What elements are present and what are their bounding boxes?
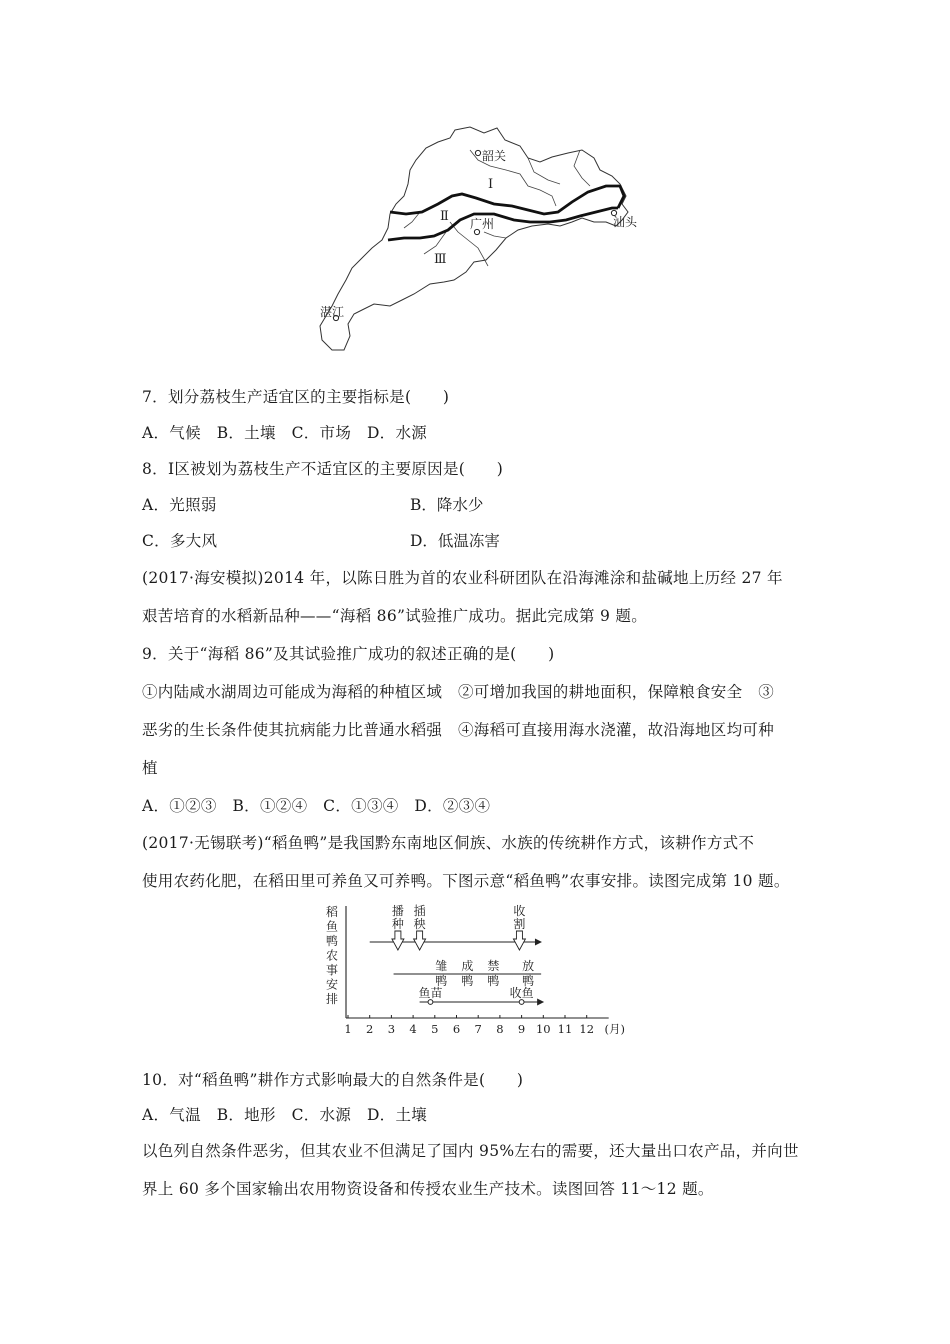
duck-stage-label: 雏 xyxy=(435,959,448,973)
intro11-line1: 以色列自然条件恶劣，但其农业不但满足了国内 95%左右的需要，还大量出口农产品，并向世 xyxy=(142,1142,799,1160)
x-tick-label: 5 xyxy=(431,1022,439,1036)
rice-event-arrow xyxy=(414,931,426,950)
rice-event-arrow xyxy=(392,931,404,950)
q10-stem: 10．对“稻鱼鸭”耕作方式影响最大的自然条件是( ) xyxy=(142,1071,524,1089)
city-label-zhanjiang: 湛江 xyxy=(320,305,345,319)
intro9-line1: (2017·海安模拟)2014 年，以陈日胜为首的农业科研团队在沿海滩涂和盐碱地上历经 27 年 xyxy=(142,569,783,587)
duck-stage-label: 鸭 xyxy=(461,974,474,988)
rice-event-label: 收 xyxy=(513,904,526,918)
y-axis-label-char: 事 xyxy=(325,963,339,977)
x-tick-label: 1 xyxy=(344,1022,352,1036)
q9-stem: 9．关于“海稻 86”及其试验推广成功的叙述正确的是( ) xyxy=(142,645,555,663)
intro10-line1: (2017·无锡联考)“稻鱼鸭”是我国黔东南地区侗族、水族的传统耕作方式，该耕作方式不 xyxy=(142,834,755,852)
rice-event-arrow xyxy=(513,931,525,950)
x-tick-label: 11 xyxy=(557,1022,573,1036)
q10-options: A．气温 B．地形 C．水源 D．土壤 xyxy=(142,1106,428,1124)
province-outline xyxy=(320,127,628,350)
city-label-shantou: 汕头 xyxy=(613,215,638,229)
rice-event-label: 割 xyxy=(513,917,526,931)
x-tick-label: 2 xyxy=(366,1022,374,1036)
x-tick-label: 10 xyxy=(535,1022,551,1036)
q9-line1: ①内陆咸水湖周边可能成为海稻的种植区域 ②可增加我国的耕地面积，保障粮食安全 ③ xyxy=(142,683,775,701)
x-tick-label: 6 xyxy=(452,1022,461,1036)
x-tick-label: 8 xyxy=(496,1022,504,1036)
fish-event-marker xyxy=(519,1000,524,1005)
rice-timeline-arrow xyxy=(535,939,542,946)
fish-timeline-arrow xyxy=(537,999,544,1006)
city-label-guangzhou: 广州 xyxy=(470,217,495,231)
fish-event-marker xyxy=(428,1000,433,1005)
rice-event-label: 秧 xyxy=(413,917,426,931)
q9-line2: 恶劣的生长条件使其抗病能力比普通水稻强 ④海稻可直接用海水浇灌，故沿海地区均可种 xyxy=(142,721,775,739)
fish-event-label: 鱼苗 xyxy=(418,986,443,1000)
y-axis-label-char: 排 xyxy=(325,992,339,1006)
q7-options: A．气候 B．土壤 C．市场 D．水源 xyxy=(142,424,428,442)
q8-option-d: D．低温冻害 xyxy=(410,532,500,550)
q9-options: A．①②③ B．①②④ C．①③④ D．②③④ xyxy=(142,797,491,815)
x-tick-label: 3 xyxy=(387,1022,396,1036)
city-marker-shaoguan xyxy=(475,150,480,155)
intro9-line2: 艰苦培育的水稻新品种——“海稻 86”试验推广成功。据此完成第 9 题。 xyxy=(142,607,648,625)
duck-stage-label: 放 xyxy=(522,959,535,973)
x-tick-label: 9 xyxy=(517,1022,526,1036)
fish-event-label: 收鱼 xyxy=(509,986,534,1000)
q8-option-a: A．光照弱 xyxy=(142,496,217,514)
zone-label-3: Ⅲ xyxy=(434,252,447,267)
x-tick-label: 4 xyxy=(409,1022,417,1036)
duck-stage-label: 鸭 xyxy=(435,974,448,988)
intro11-line2: 界上 60 多个国家输出农用物资设备和传授农业生产技术。读图回答 11～12 题。 xyxy=(142,1180,714,1198)
rice-event-label: 播 xyxy=(391,904,404,918)
farming-timeline-chart xyxy=(320,898,640,1046)
duck-stage-label: 禁 xyxy=(487,959,500,973)
duck-stage-label: 鸭 xyxy=(487,974,500,988)
rice-event-label: 种 xyxy=(391,917,404,931)
duck-stage-label: 成 xyxy=(461,959,474,973)
zone-label-1: Ⅰ xyxy=(488,177,494,192)
y-axis-label-char: 鸭 xyxy=(325,934,339,948)
x-tick-label: 12 xyxy=(579,1022,595,1036)
x-axis-unit: (月) xyxy=(604,1022,625,1036)
intro10-line2: 使用农药化肥，在稻田里可养鱼又可养鸭。下图示意“稻鱼鸭”农事安排。读图完成第 10 题。 xyxy=(142,872,790,890)
q8-option-b: B．降水少 xyxy=(410,496,484,514)
y-axis-label-char: 鱼 xyxy=(325,919,339,934)
q8-stem: 8．Ⅰ区被划为荔枝生产不适宜区的主要原因是( ) xyxy=(142,460,504,478)
y-axis-label-char: 农 xyxy=(325,948,339,963)
q7-stem: 7．划分荔枝生产适宜区的主要指标是( ) xyxy=(142,388,450,406)
rice-event-label: 插 xyxy=(413,904,426,918)
y-axis-label-char: 稻 xyxy=(325,905,339,919)
zone-boundary-north xyxy=(390,186,624,214)
duck-stage-label: 鸭 xyxy=(522,974,535,988)
city-label-shaoguan: 韶关 xyxy=(482,149,507,163)
zone-label-2: Ⅱ xyxy=(440,209,449,224)
q8-option-c: C．多大风 xyxy=(142,532,218,550)
y-axis-label-char: 安 xyxy=(325,977,339,992)
guangdong-map xyxy=(0,0,950,360)
q9-line3: 植 xyxy=(142,759,158,777)
x-tick-label: 7 xyxy=(474,1022,482,1036)
